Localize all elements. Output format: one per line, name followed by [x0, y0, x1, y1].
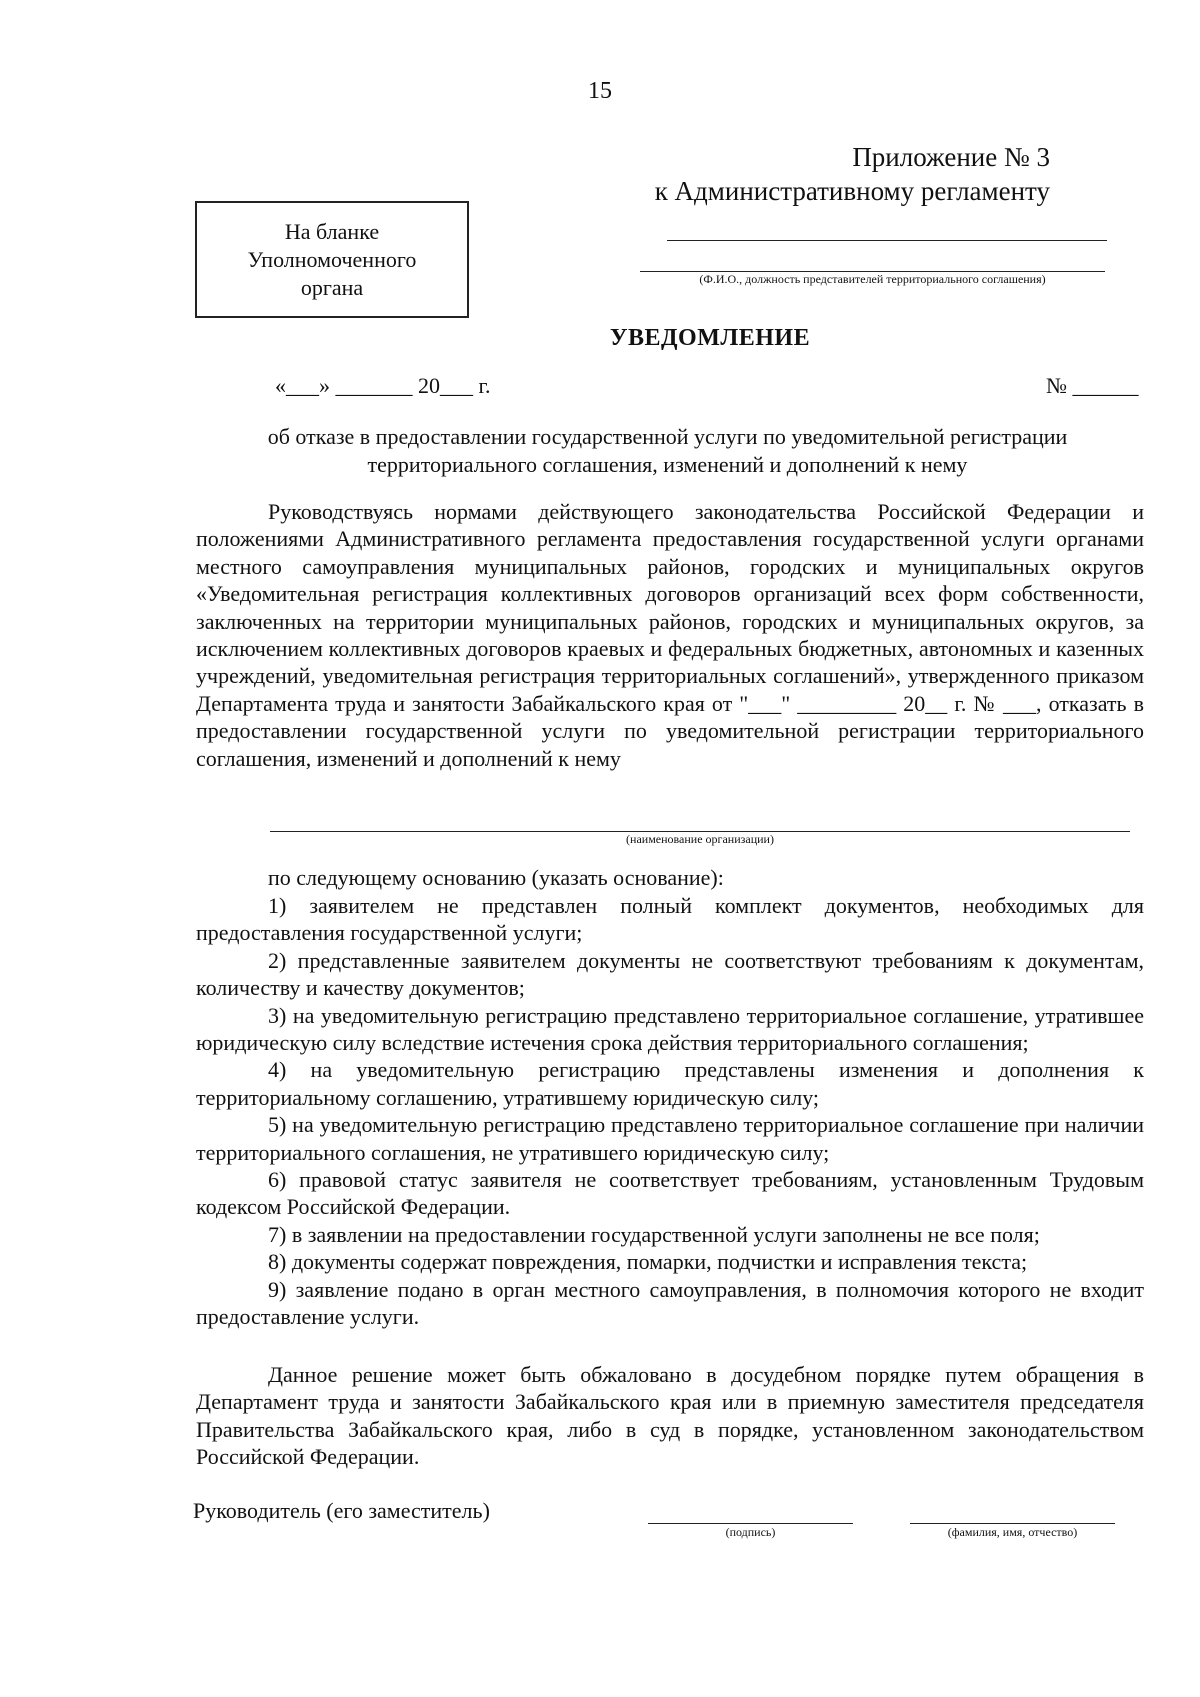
basis-intro: по следующему основанию (указать основание): [268, 865, 724, 890]
organization-caption: (наименование организации) [626, 832, 774, 846]
main-paragraph: Руководствуясь нормами действующего законодательства Российской Федерации и положениями Административного регламента предоставления государственной услуги органами местного самоуправления муниципальных районов, городских и муниципальных округов «Уведомительная регистрация коллективных договоров организаций всех форм собственности, заключенных на территории муниципальных районов, городских и муниципальных округов, за исключением коллективных договоров краевых и федеральных бюджетных, автономных и казенных учреждений, уведомительная регистрация территориальных соглашений», утвержденного приказом Департамента труда и занятости Забайкальского края от "___" _________ 20__ г. № ___, отказать в предоставлении государственной услуги по уведомительной регистрации территориального соглашения, изменений и дополнений к нему [196, 499, 1144, 771]
appeal-paragraph: Данное решение может быть обжаловано в досудебном порядке путем обращения в Департамент труда и занятости Забайкальского края или в приемную заместителя председателя Правительства Забайкальского края, либо в суд в порядке, установленном законодательством Российской Федерации. [196, 1362, 1144, 1470]
date-line: «___» _______ 20___ г. [275, 373, 491, 398]
page-number: 15 [588, 78, 612, 104]
list-item: 8) документы содержат повреждения, помарки, подчистки и исправления текста; [268, 1249, 1028, 1275]
list-item: 4) на уведомительную регистрацию представлены изменения и дополнения к территориальному соглашению, утратившему юридическую силу; [196, 1057, 1144, 1110]
name-line [910, 1523, 1115, 1524]
list-item: 5) на уведомительную регистрацию представлено территориальное соглашение при наличии территориального соглашения, не утратившего юридическую силу; [196, 1112, 1144, 1165]
appendix-line-1: Приложение № 3 [852, 142, 1050, 172]
fio-caption: (Ф.И.О., должность представителей территориального соглашения) [699, 272, 1046, 286]
document-number-line: № ______ [1046, 373, 1139, 398]
fio-blank-line [667, 240, 1107, 241]
list-item: 6) правовой статус заявителя не соответствует требованиям, установленным Трудовым кодексом Российской Федерации. [196, 1167, 1144, 1220]
letterhead-text: На бланке Уполномоченного органа [247, 218, 417, 300]
list-item: 2) представленные заявителем документы не соответствуют требованиям к документам, количеству и качеству документов; [196, 947, 1144, 1001]
signer-title: Руководитель (его заместитель) [193, 1498, 490, 1523]
signature-line [648, 1523, 853, 1524]
document-title: УВЕДОМЛЕНИЕ [609, 325, 811, 351]
letterhead-box [195, 201, 469, 318]
list-item: 1) заявителем не представлен полный комплект документов, необходимых для предоставления государственной услуги; [196, 893, 1144, 946]
name-caption: (фамилия, имя, отчество) [947, 1525, 1078, 1539]
reasons-list [196, 892, 1144, 1331]
signature-caption: (подпись) [725, 1525, 776, 1539]
appendix-line-2: к Административному регламенту [654, 176, 1050, 206]
list-item: 9) заявление подано в орган местного самоуправления, в полномочия которого не входит предоставление услуги. [196, 1276, 1144, 1330]
list-item: 7) в заявлении на предоставлении государственной услуги заполнены не все поля; [268, 1221, 1040, 1247]
list-item: 3) на уведомительную регистрацию представлено территориальное соглашение, утратившее юридическую силу вследствие истечения срока действия территориального соглашения; [196, 1002, 1144, 1056]
appendix-header [655, 140, 1050, 208]
notice-subject: об отказе в предоставлении государственной услуги по уведомительной регистрации территориального соглашения, изменений и дополнений к нему [267, 424, 1068, 477]
